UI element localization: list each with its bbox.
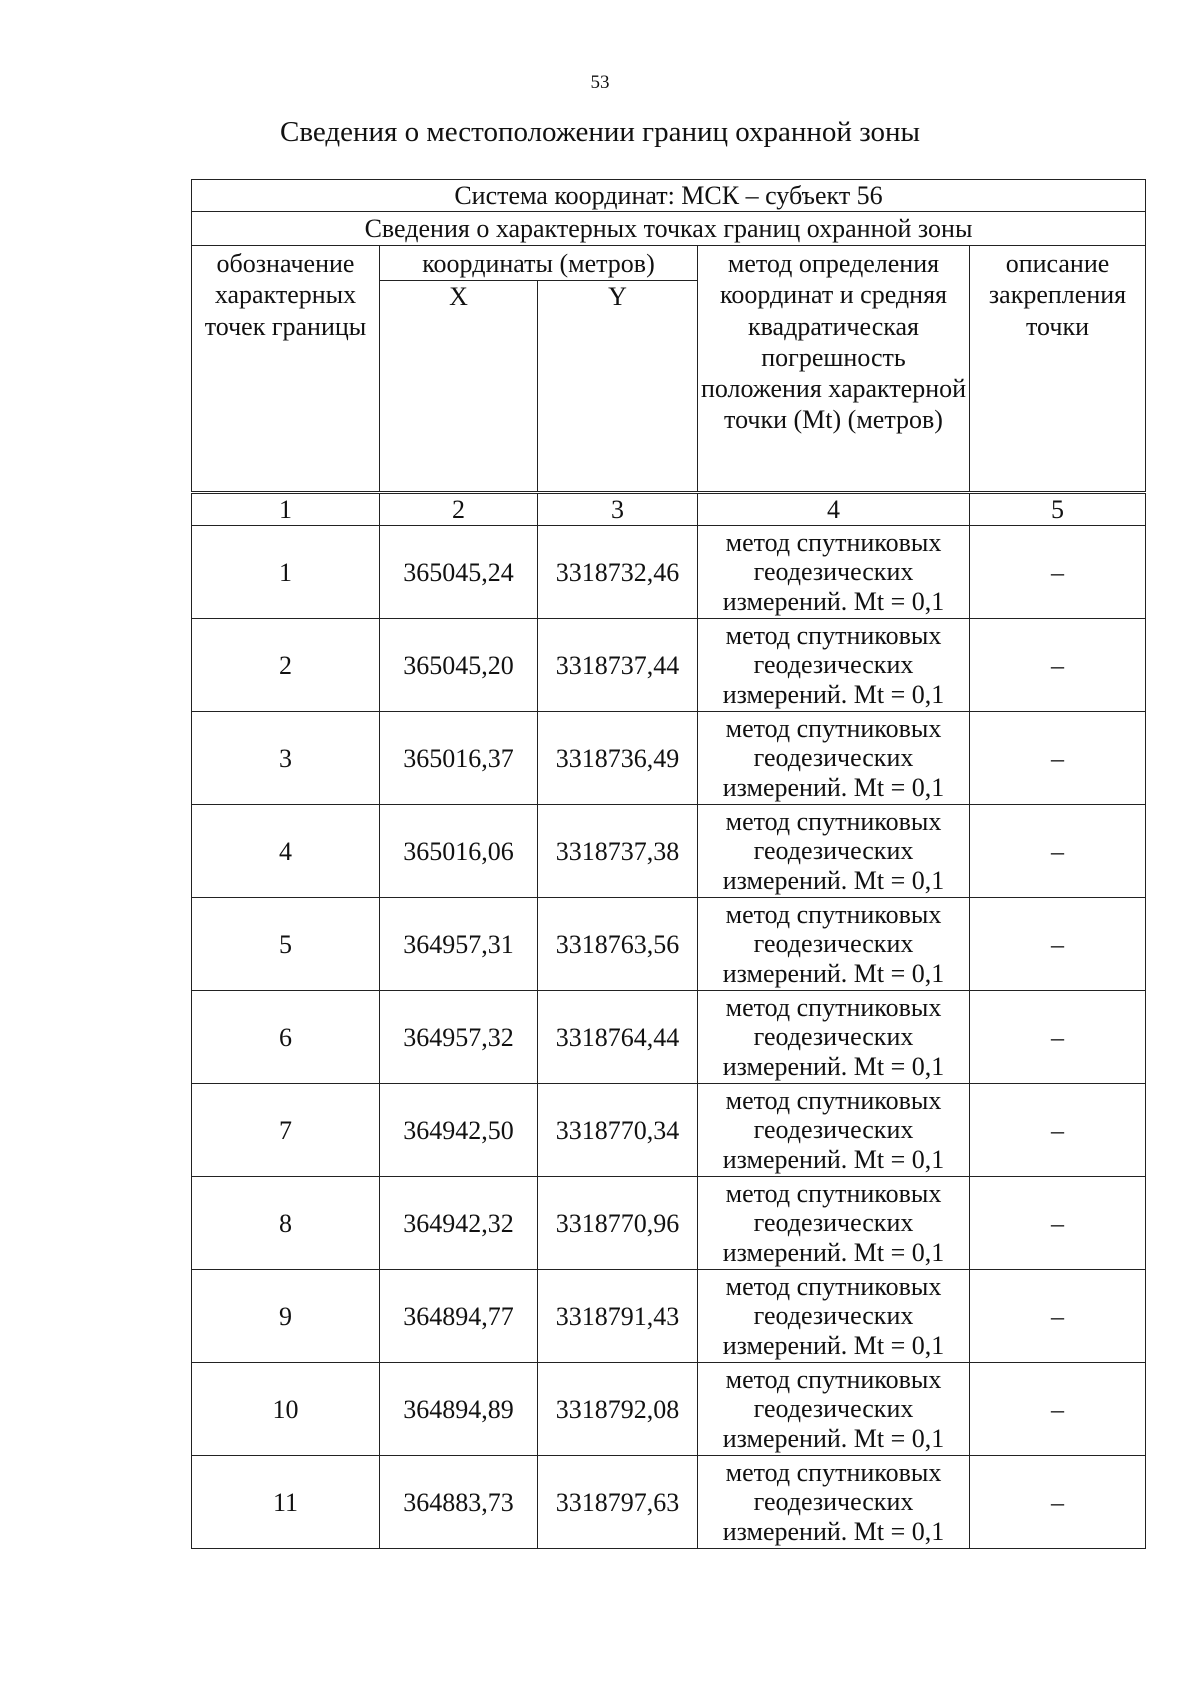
header-row — [192, 246, 1146, 281]
coordinate-system-cell: Система координат: МСК – субъект 56 — [192, 180, 1146, 212]
point-cell: 10 — [192, 1363, 380, 1456]
header-y: Y — [538, 281, 698, 493]
table-row — [192, 991, 1146, 1084]
y-cell: 3318770,34 — [538, 1084, 698, 1177]
description-cell: – — [970, 805, 1146, 898]
table-row — [192, 1270, 1146, 1363]
table-row — [192, 1177, 1146, 1270]
method-cell: метод спутниковых геодезических измерений. Mt = 0,1 — [698, 1456, 970, 1549]
description-cell: – — [970, 1177, 1146, 1270]
y-cell: 3318737,38 — [538, 805, 698, 898]
point-cell: 8 — [192, 1177, 380, 1270]
column-number: 4 — [698, 493, 970, 526]
table-row — [192, 805, 1146, 898]
table-body — [192, 180, 1146, 1549]
x-cell: 364942,50 — [380, 1084, 538, 1177]
section-title-row — [192, 212, 1146, 246]
table-row — [192, 898, 1146, 991]
page-title: Сведения о местоположении границ охранной зоны — [279, 116, 920, 148]
point-cell: 1 — [192, 526, 380, 619]
point-cell: 11 — [192, 1456, 380, 1549]
method-cell: метод спутниковых геодезических измерений. Mt = 0,1 — [698, 526, 970, 619]
description-cell: – — [970, 1084, 1146, 1177]
column-numbers-row — [192, 493, 1146, 526]
table-row — [192, 1084, 1146, 1177]
y-cell: 3318791,43 — [538, 1270, 698, 1363]
description-cell: – — [970, 1270, 1146, 1363]
y-cell: 3318792,08 — [538, 1363, 698, 1456]
coordinate-system-row — [192, 180, 1146, 212]
method-cell: метод спутниковых геодезических измерений. Mt = 0,1 — [698, 805, 970, 898]
method-cell: метод спутниковых геодезических измерений. Mt = 0,1 — [698, 712, 970, 805]
column-number: 1 — [192, 493, 380, 526]
description-cell: – — [970, 1456, 1146, 1549]
point-cell: 5 — [192, 898, 380, 991]
y-cell: 3318737,44 — [538, 619, 698, 712]
description-cell: – — [970, 619, 1146, 712]
method-cell: метод спутниковых геодезических измерений. Mt = 0,1 — [698, 1084, 970, 1177]
x-cell: 365016,37 — [380, 712, 538, 805]
table-row — [192, 712, 1146, 805]
point-cell: 7 — [192, 1084, 380, 1177]
y-cell: 3318736,49 — [538, 712, 698, 805]
table-row — [192, 619, 1146, 712]
boundary-points-table — [191, 179, 1146, 1549]
method-cell: метод спутниковых геодезических измерений. Mt = 0,1 — [698, 991, 970, 1084]
y-cell: 3318732,46 — [538, 526, 698, 619]
header-coordinates: координаты (метров) — [380, 246, 698, 281]
x-cell: 364894,77 — [380, 1270, 538, 1363]
description-cell: – — [970, 526, 1146, 619]
column-number: 5 — [970, 493, 1146, 526]
description-cell: – — [970, 991, 1146, 1084]
x-cell: 365016,06 — [380, 805, 538, 898]
header-fixing-description: описание закрепления точки — [970, 246, 1146, 493]
point-cell: 6 — [192, 991, 380, 1084]
x-cell: 364942,32 — [380, 1177, 538, 1270]
table-row — [192, 1363, 1146, 1456]
method-cell: метод спутниковых геодезических измерений. Mt = 0,1 — [698, 1177, 970, 1270]
y-cell: 3318764,44 — [538, 991, 698, 1084]
method-cell: метод спутниковых геодезических измерений. Mt = 0,1 — [698, 898, 970, 991]
page-number: 53 — [590, 72, 610, 93]
y-cell: 3318797,63 — [538, 1456, 698, 1549]
point-cell: 2 — [192, 619, 380, 712]
header-point-designation: обозначение характерных точек границы — [192, 246, 380, 493]
x-cell: 365045,20 — [380, 619, 538, 712]
table-row — [192, 1456, 1146, 1549]
point-cell: 9 — [192, 1270, 380, 1363]
column-number: 3 — [538, 493, 698, 526]
method-cell: метод спутниковых геодезических измерений. Mt = 0,1 — [698, 1270, 970, 1363]
point-cell: 4 — [192, 805, 380, 898]
section-title-cell: Сведения о характерных точках границ охранной зоны — [192, 212, 1146, 246]
column-number: 2 — [380, 493, 538, 526]
table-row — [192, 526, 1146, 619]
header-method: метод определения координат и средняя квадратическая погрешность положения характерной точки (Mt) (метров) — [698, 246, 970, 493]
point-cell: 3 — [192, 712, 380, 805]
header-x: X — [380, 281, 538, 493]
description-cell: – — [970, 898, 1146, 991]
x-cell: 365045,24 — [380, 526, 538, 619]
x-cell: 364894,89 — [380, 1363, 538, 1456]
x-cell: 364957,31 — [380, 898, 538, 991]
method-cell: метод спутниковых геодезических измерений. Mt = 0,1 — [698, 619, 970, 712]
x-cell: 364883,73 — [380, 1456, 538, 1549]
y-cell: 3318770,96 — [538, 1177, 698, 1270]
y-cell: 3318763,56 — [538, 898, 698, 991]
description-cell: – — [970, 712, 1146, 805]
method-cell: метод спутниковых геодезических измерений. Mt = 0,1 — [698, 1363, 970, 1456]
description-cell: – — [970, 1363, 1146, 1456]
x-cell: 364957,32 — [380, 991, 538, 1084]
